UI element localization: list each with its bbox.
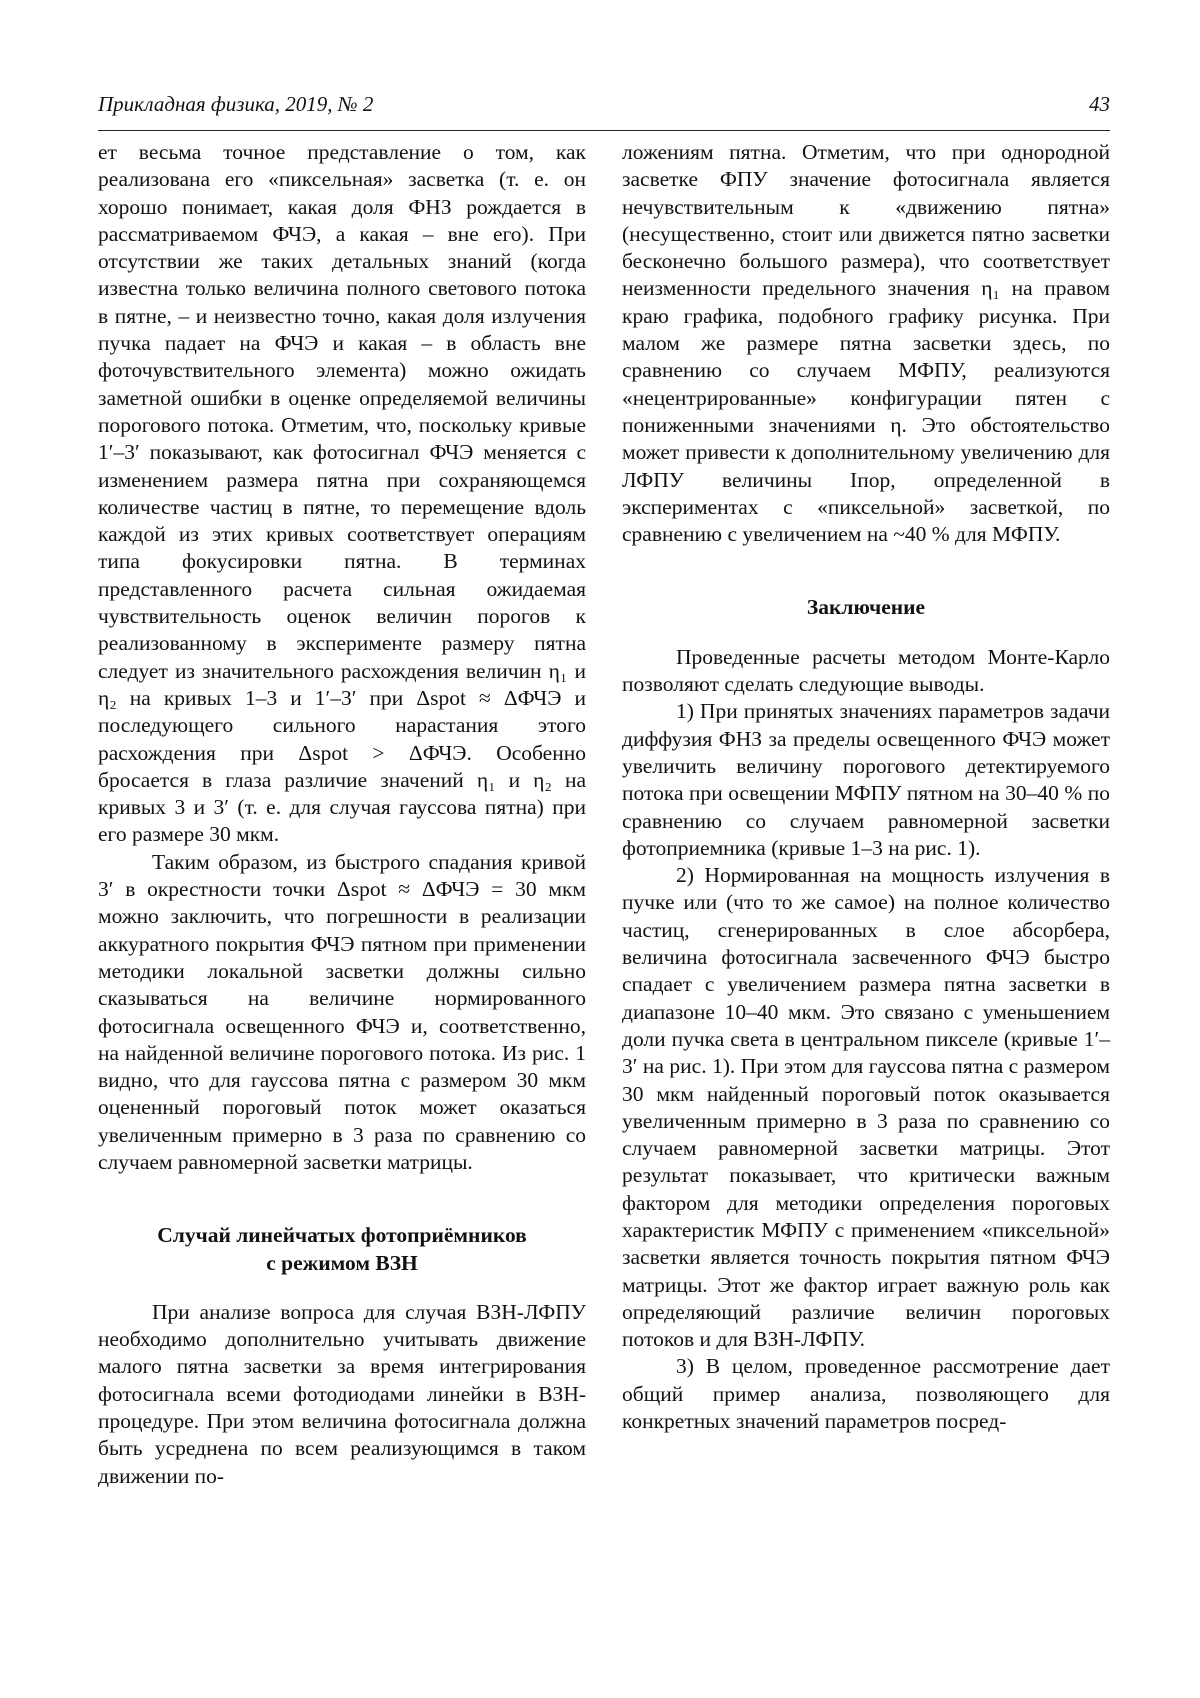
conclusion-intro: Проведенные расчеты методом Монте-Карло позволяют сделать следующие выводы. [622, 644, 1110, 699]
section-heading-line2: с режимом ВЗН [98, 1250, 586, 1277]
conclusion-item-3: 3) В целом, проведенное рассмотрение дает общий пример анализа, позволяющего для конкретных значений параметров посред- [622, 1353, 1110, 1435]
header-rule [98, 130, 1110, 131]
left-column [98, 139, 586, 1490]
conclusion-item-2: 2) Нормированная на мощность излучения в пучке или (что то же самое) на полное количество частиц, сгенерированных в слое абсорбера, величина фотосигнала засвеченного ФЧЭ быстро спадает с увеличением размера пятна засветки в диапазоне 10–40 мкм. Это связано с уменьшением доли пучка света в центральном пикселе (кривые 1′–3′ на рис. 1). При этом для гауссова пятна с размером 30 мкм найденный пороговый поток оказывается увеличенным примерно в 3 раза по сравнению со случаем равномерной засветки матрицы. Этот результат показывает, что критически важным фактором для методики определения пороговых характеристик МФПУ с применением «пиксельной» засветки является точность покрытия пятном ФЧЭ матрицы. Этот же фактор играет важную роль как определяющий различие величин пороговых потоков и для ВЗН-ЛФПУ. [622, 862, 1110, 1353]
left-paragraph-3: При анализе вопроса для случая ВЗН-ЛФПУ необходимо дополнительно учитывать движение малого пятна засветки за время интегрирования фотосигнала всеми фотодиодами линейки в ВЗН-процедуре. При этом величина фотосигнала должна быть усреднена по всем реализующимся в таком движении по- [98, 1299, 586, 1490]
left-paragraph-1: ет весьма точное представление о том, как реализована его «пиксельная» засветка (т. е. он хорошо понимает, какая доля ФНЗ рождается в рассматриваемом ФЧЭ, а какая – вне его). При отсутствии же таких детальных знаний (когда известна только величина полного светового потока в пятне, – и неизвестно точно, какая доля излучения пучка падает на ФЧЭ и какая – в область вне фоточувствительного элемента) можно ожидать заметной ошибки в оценке определяемой величины порогового потока. Отметим, что, поскольку кривые 1′–3′ показывают, как фотосигнал ФЧЭ меняется с изменением размера пятна при сохраняющемся количестве частиц в пятне, то перемещение вдоль каждой из этих кривых соответствует операциям типа фокусировки пятна. В терминах представленного расчета сильная ожидаемая чувствительность оценок величин порогов к реализованному в эксперименте размеру пятна следует из значительного расхождения величин η₁ и η₂ на кривых 1–3 и 1′–3′ при Δspot ≈ ΔФЧЭ и последующего сильного нарастания этого расхождения при Δspot > ΔФЧЭ. Особенно бросается в глаза различие значений η₁ и η₂ на кривых 3 и 3′ (т. е. для случая гауссова пятна) при его размере 30 мкм. [98, 139, 586, 849]
spacer [98, 1277, 586, 1299]
spacer [622, 622, 1110, 644]
spacer [622, 548, 1110, 594]
right-column [622, 139, 1110, 1435]
spacer [98, 1176, 586, 1222]
left-paragraph-2: Таким образом, из быстрого спадания кривой 3′ в окрестности точки Δspot ≈ ΔФЧЭ = 30 мкм можно заключить, что погрешности в реализации аккуратного покрытия ФЧЭ пятном при применении методики локальной засветки должны сильно сказываться на величине нормированного фотосигнала освещенного ФЧЭ и, соответственно, на найденной величине порогового потока. Из рис. 1 видно, что для гауссова пятна с размером 30 мкм оцененный пороговый поток может оказаться увеличенным примерно в 3 раза по сравнению со случаем равномерной засветки матрицы. [98, 849, 586, 1177]
conclusion-heading: Заключение [622, 594, 1110, 621]
conclusion-item-1: 1) При принятых значениях параметров задачи диффузия ФНЗ за пределы освещенного ФЧЭ может увеличить величину порогового детектируемого потока при освещении МФПУ пятном на 30–40 % по сравнению со случаем равномерной засветки фотоприемника (кривые 1–3 на рис. 1). [622, 698, 1110, 862]
page-number: 43 [1089, 92, 1110, 117]
section-heading-line1: Случай линейчатых фотоприёмников [98, 1222, 586, 1249]
journal-title: Прикладная физика, 2019, № 2 [98, 92, 373, 117]
right-paragraph-1: ложениям пятна. Отметим, что при однородной засветке ФПУ значение фотосигнала является нечувствительным к «движению пятна» (несущественно, стоит или движется пятно засветки бесконечно большого размера), что соответствует неизменности предельного значения η₁ на правом краю графика, подобного графику рисунка. При малом же размере пятна засветки здесь, по сравнению со случаем МФПУ, реализуются «нецентрированные» конфигурации пятен с пониженными значениями η. Это обстоятельство может привести к дополнительному увеличению для ЛФПУ величины Iпор, определенной в экспериментах с «пиксельной» засветкой, по сравнению с увеличением на ~40 % для МФПУ. [622, 139, 1110, 548]
page-header [98, 92, 1110, 122]
